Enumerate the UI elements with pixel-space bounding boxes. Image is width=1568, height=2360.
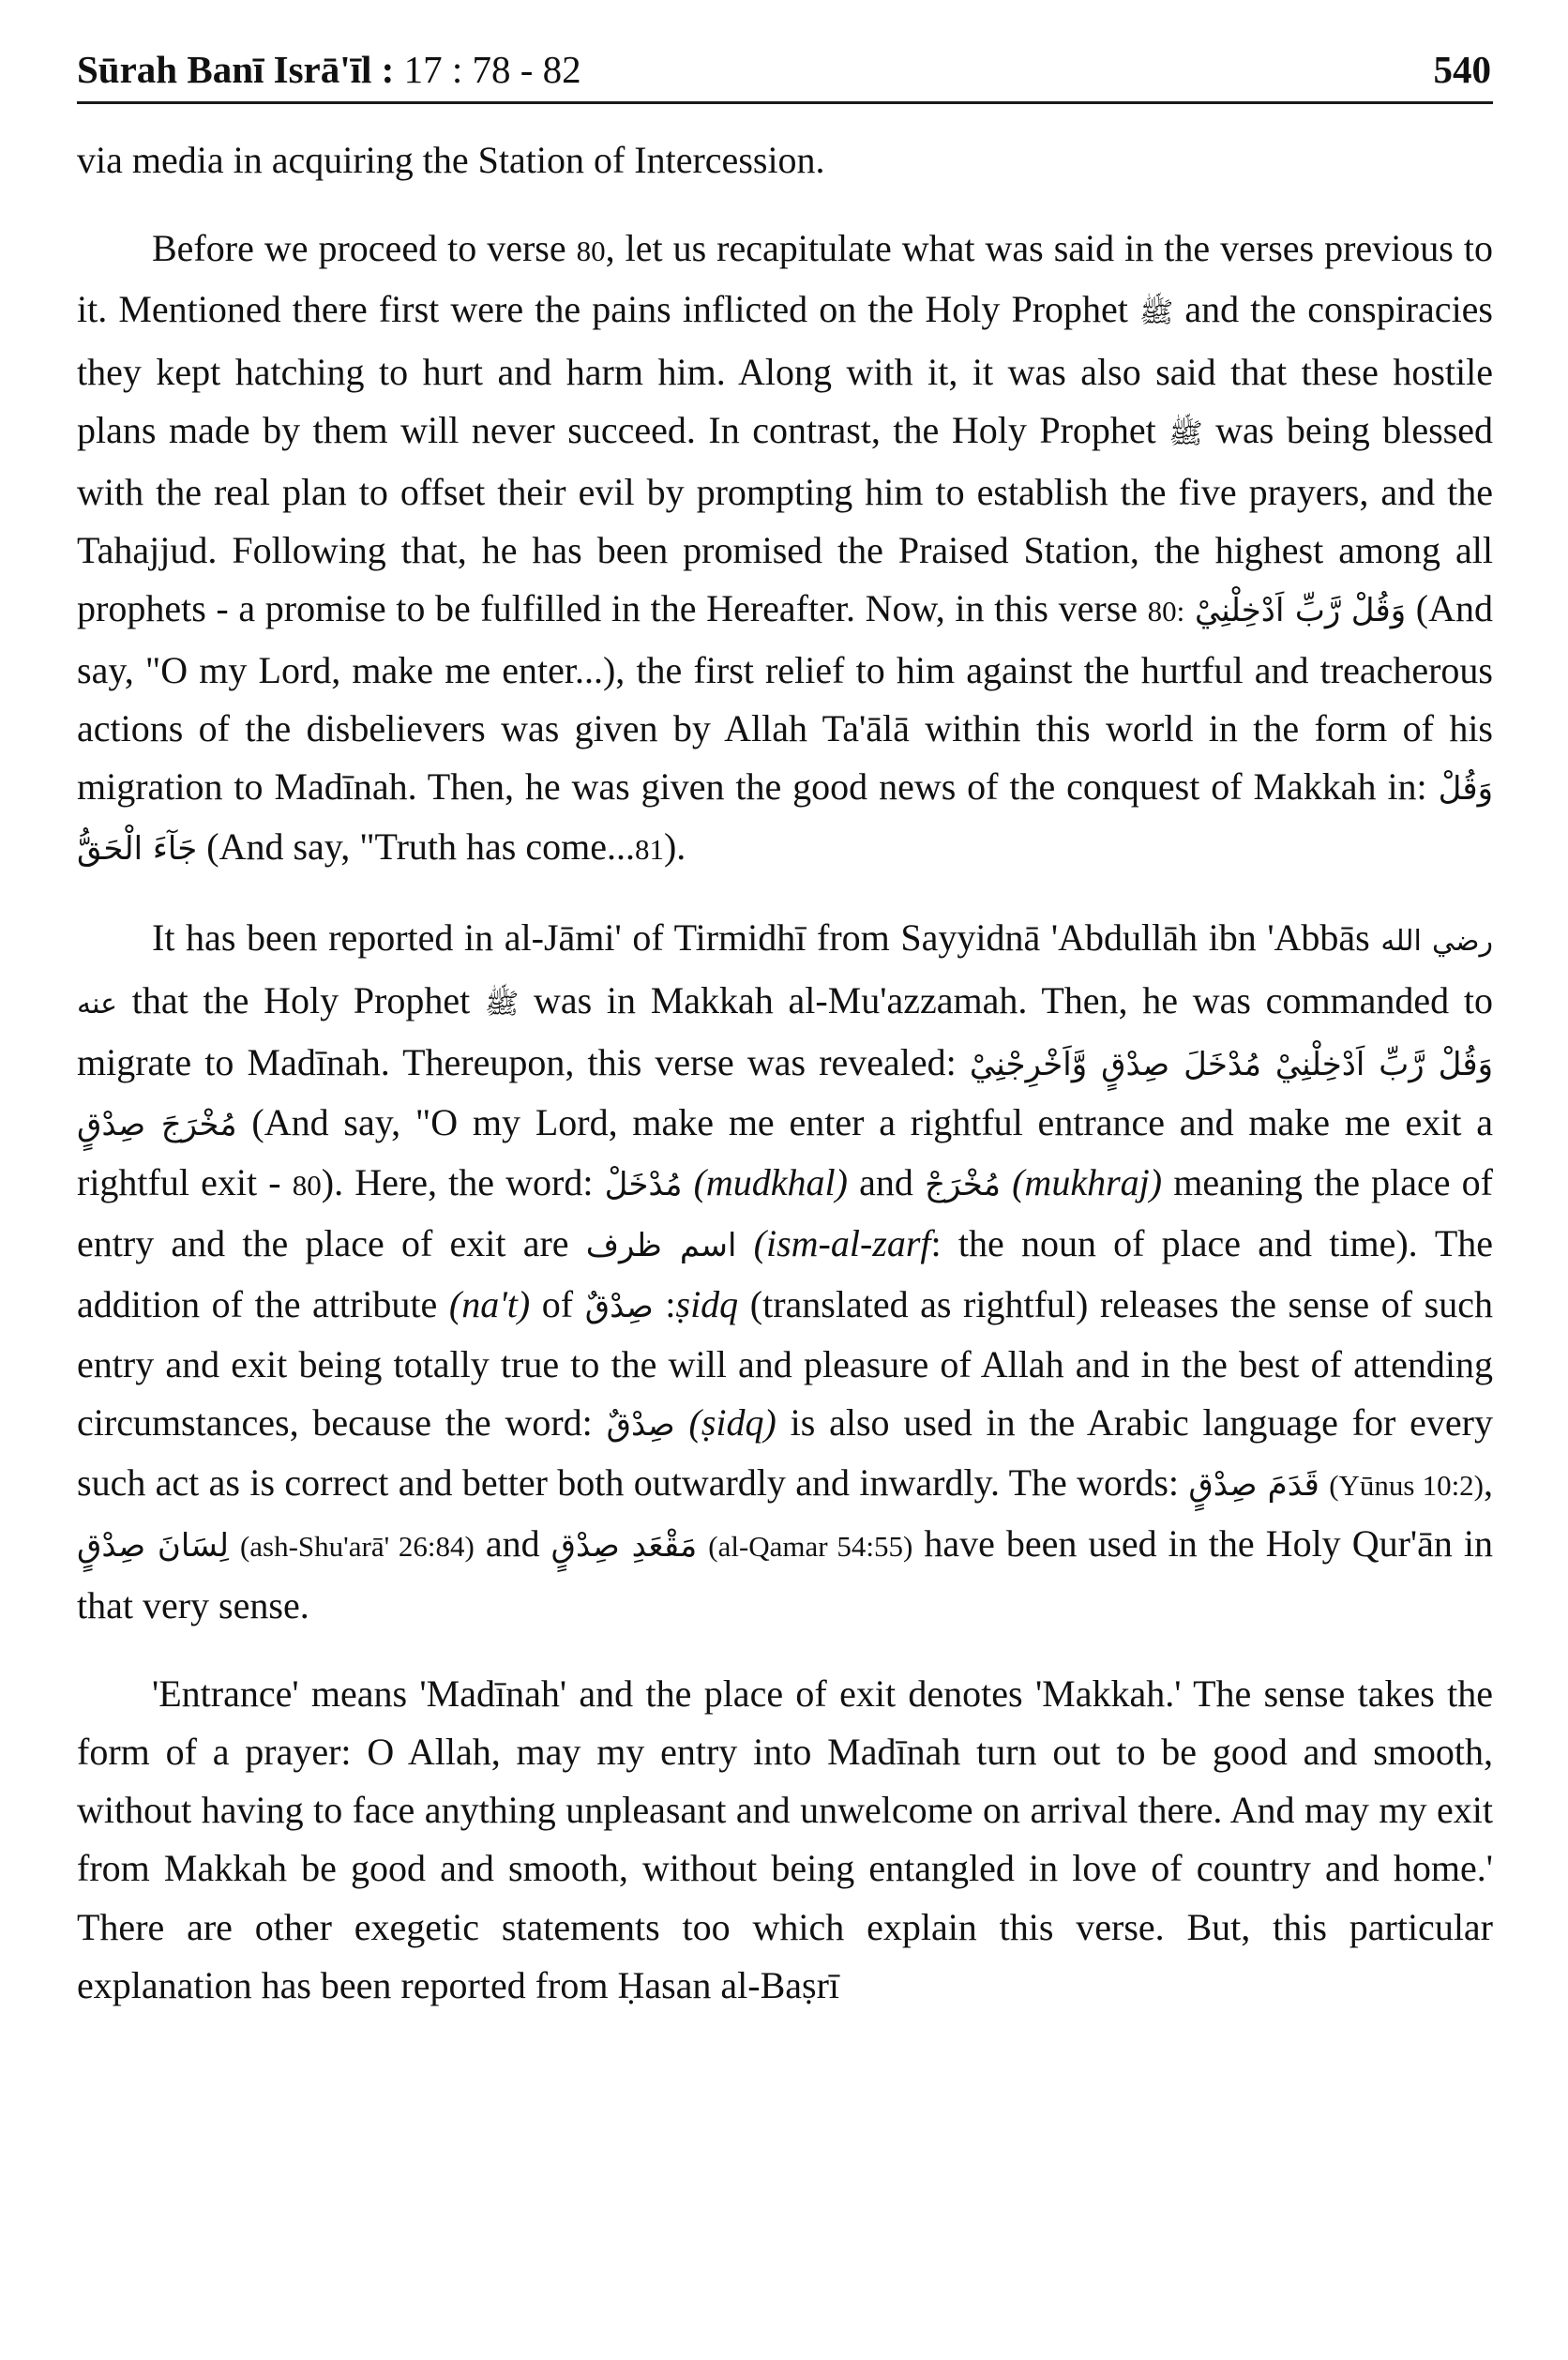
verse-number: 80 <box>292 1169 322 1203</box>
verse-number: 81 <box>634 833 664 867</box>
transliteration: (na't) <box>448 1282 531 1325</box>
running-head <box>77 45 581 94</box>
paragraph-3: It has been reported in al-Jāmi' of Tirmidhī from Sayyidnā 'Abdullāh ibn 'Abbās رضي الله عنه that the Holy Prophet ﷺ was in Makkah al-Mu'azzamah. Then, he was commanded to migrate to Madīnah. Thereupon, this verse was revealed: وَقُلْ رَّبِّ اَدْخِلْنِيْ مُدْخَلَ صِدْقٍ وَّاَخْرِجْنِيْ مُخْرَجَ صِدْقٍ (And say, "O my Lord, make me enter a rightful entrance and make me exit a rightful exit - 80). Here, the word: مُدْخَلْ (mudkhal) and مُخْرَجْ (mukhraj) meaning the place of entry and the place of exit are اسم ظرف (ism-al-zarf: the noun of place and time). The addition of the attribute (na't) of صِدْقٌ :ṣidq (translated as rightful) releases the sense of such entry and exit being totally true to the will and pleasure of Allah and in the best of attending circumstances, because the word: صِدْقٌ (ṣidq) is also used in the Arabic language for every such act as is correct and better both outwardly and inwardly. The words: قَدَمَ صِدْقٍ (Yūnus 10:2), لِسَانَ صِدْقٍ (ash-Shu'arā' 26:84) and مَقْعَدِ صِدْقٍ (al-Qamar 54:55) have been used in the Holy Qur'ān in that very sense. <box>77 916 1494 1626</box>
arabic-phrase: وَقُلْ رَّبِّ اَدْخِلْنِيْ <box>1194 592 1407 630</box>
page-number: 540 <box>1433 48 1491 91</box>
arabic-phrase: وَقُلْ جَآءَ الْحَقُّ <box>77 770 1493 869</box>
paragraph-2: Before we proceed to verse 80, let us recapitulate what was said in the verses previous to it. Mentioned there first were the pains inflicted on the Holy Prophet ﷺ and the conspiracies they kept hatching to hurt and harm him. Along with it, it was also said that these hostile plans made by them will never succeed. In contrast, the Holy Prophet ﷺ was being blessed with the real plan to offset their evil by prompting him to establish the five prayers, and the Tahajjud. Following that, he has been promised the Praised Station, the highest among all prophets - a promise to be fulfilled in the Hereafter. Now, in this verse 80: وَقُلْ رَّبِّ اَدْخِلْنِيْ (And say, "O my Lord, make me enter...), the first relief to him against the hurtful and treacherous actions of the disbelievers was given by Allah Ta'ālā within this world in the form of his migration to Madīnah. Then, he was given the good news of the conquest of Makkah in: وَقُلْ جَآءَ الْحَقُّ (And say, "Truth has come...81). <box>77 227 1494 869</box>
header-rule <box>77 101 1493 104</box>
citation: (ash-Shu'arā' 26:84) <box>239 1530 475 1564</box>
arabic-word: صِدْقٌ <box>606 1406 675 1445</box>
verse-number: 80: <box>1147 595 1185 628</box>
arabic-word: مُخْرَجْ <box>925 1166 1001 1204</box>
salawat-glyph: ﷺ <box>1168 416 1203 450</box>
paragraph-4: 'Entrance' means 'Madīnah' and the place of exit denotes 'Makkah.' The sense takes the form of a prayer: O Allah, may my entry into Madīnah turn out to be good and smooth, without having to face anything unpleasant and unwelcome on arrival there. And may my exit from Makkah be good and smooth, without being entangled in love of country and home.' There are other exegetic statements too which explain this verse. But, this particular explanation has been reported from Ḥasan al-Baṣrī <box>77 1672 1493 2006</box>
transliteration: (ism-al-zarf <box>753 1222 931 1265</box>
arabic-phrase: مَقْعَدِ صِدْقٍ <box>550 1527 698 1566</box>
arabic-verse: وَقُلْ رَّبِّ اَدْخِلْنِيْ مُدْخَلَ صِدْقٍ وَّاَخْرِجْنِيْ مُخْرَجَ صِدْقٍ <box>77 1045 1493 1144</box>
arabic-word: مُدْخَلْ <box>604 1166 683 1204</box>
arabic-word: اسم ظرف <box>585 1227 737 1265</box>
body-text <box>77 131 1493 2015</box>
arabic-word: صِدْقٌ <box>584 1287 654 1325</box>
transliteration: (ṣidq) <box>688 1401 776 1445</box>
paragraph-1: via media in acquiring the Station of Intercession. <box>77 139 825 181</box>
arabic-phrase: لِسَانَ صِدْقٍ <box>77 1527 229 1566</box>
salawat-glyph: ﷺ <box>484 987 520 1021</box>
transliteration: (mukhraj) <box>1012 1161 1163 1204</box>
surah-title: Sūrah Banī Isrā'īl : <box>77 48 395 91</box>
citation: (al-Qamar 54:55) <box>708 1530 913 1564</box>
salawat-glyph: ﷺ <box>1139 296 1174 330</box>
transliteration: ṣidq <box>675 1282 739 1325</box>
arabic-phrase: قَدَمَ صِدْقٍ <box>1188 1466 1319 1505</box>
radiya-glyph: رضي الله عنه <box>77 925 1493 1021</box>
verse-reference: 17 : 78 - 82 <box>403 48 581 91</box>
transliteration: (mudkhal) <box>693 1161 848 1204</box>
citation: (Yūnus 10:2) <box>1329 1469 1485 1503</box>
verse-number: 80 <box>576 234 606 268</box>
page-header <box>77 38 1491 101</box>
